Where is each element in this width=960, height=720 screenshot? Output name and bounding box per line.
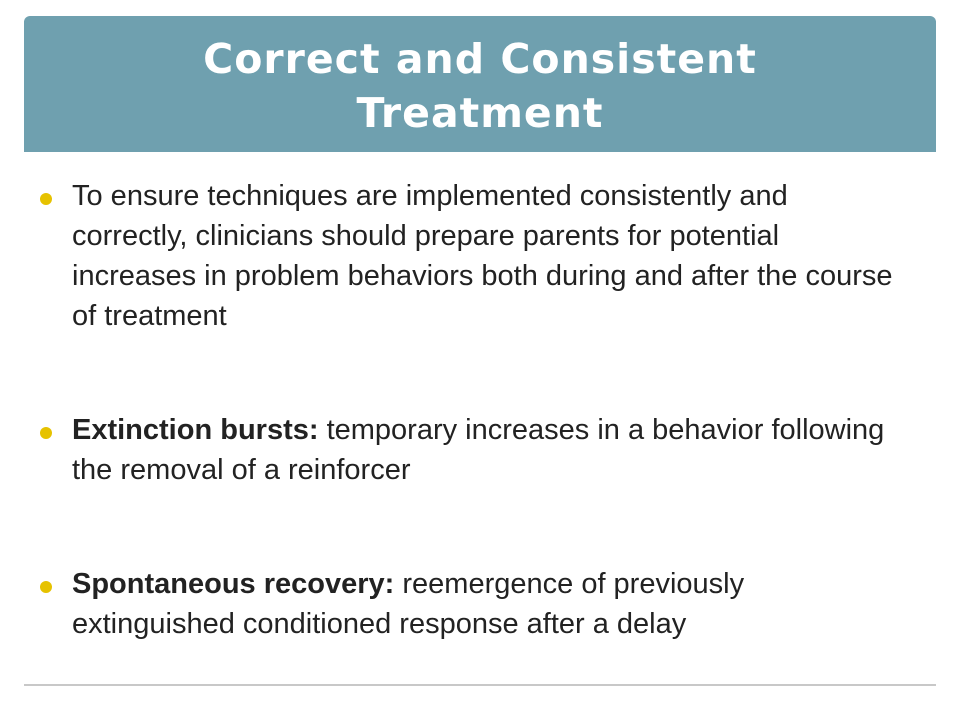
bullet-list	[40, 176, 910, 644]
bullet-item-extinction-bursts	[40, 410, 910, 490]
bullet-text: To ensure techniques are implemented consistently and correctly, clinicians should prepare parents for potential increases in problem behaviors both during and after the course of treatment	[72, 180, 893, 332]
bullet-text: reemergence of previously extinguished conditioned response after a delay	[72, 568, 745, 640]
bullet-item-techniques	[40, 176, 910, 336]
bullet-dot-icon	[40, 427, 52, 439]
title-band	[24, 16, 936, 152]
bullet-text: temporary increases in a behavior following the removal of a reinforcer	[72, 414, 885, 486]
slide-title	[203, 32, 757, 140]
bullet-dot-icon	[40, 581, 52, 593]
footer-divider	[24, 684, 936, 686]
bullet-term: Extinction bursts:	[72, 414, 319, 446]
bullet-dot-icon	[40, 193, 52, 205]
bullet-term: Spontaneous recovery:	[72, 568, 395, 600]
slide-title-line-1: Correct and Consistent	[203, 35, 757, 83]
slide-title-line-2: Treatment	[356, 89, 604, 137]
bullet-item-spontaneous-recovery	[40, 564, 910, 644]
